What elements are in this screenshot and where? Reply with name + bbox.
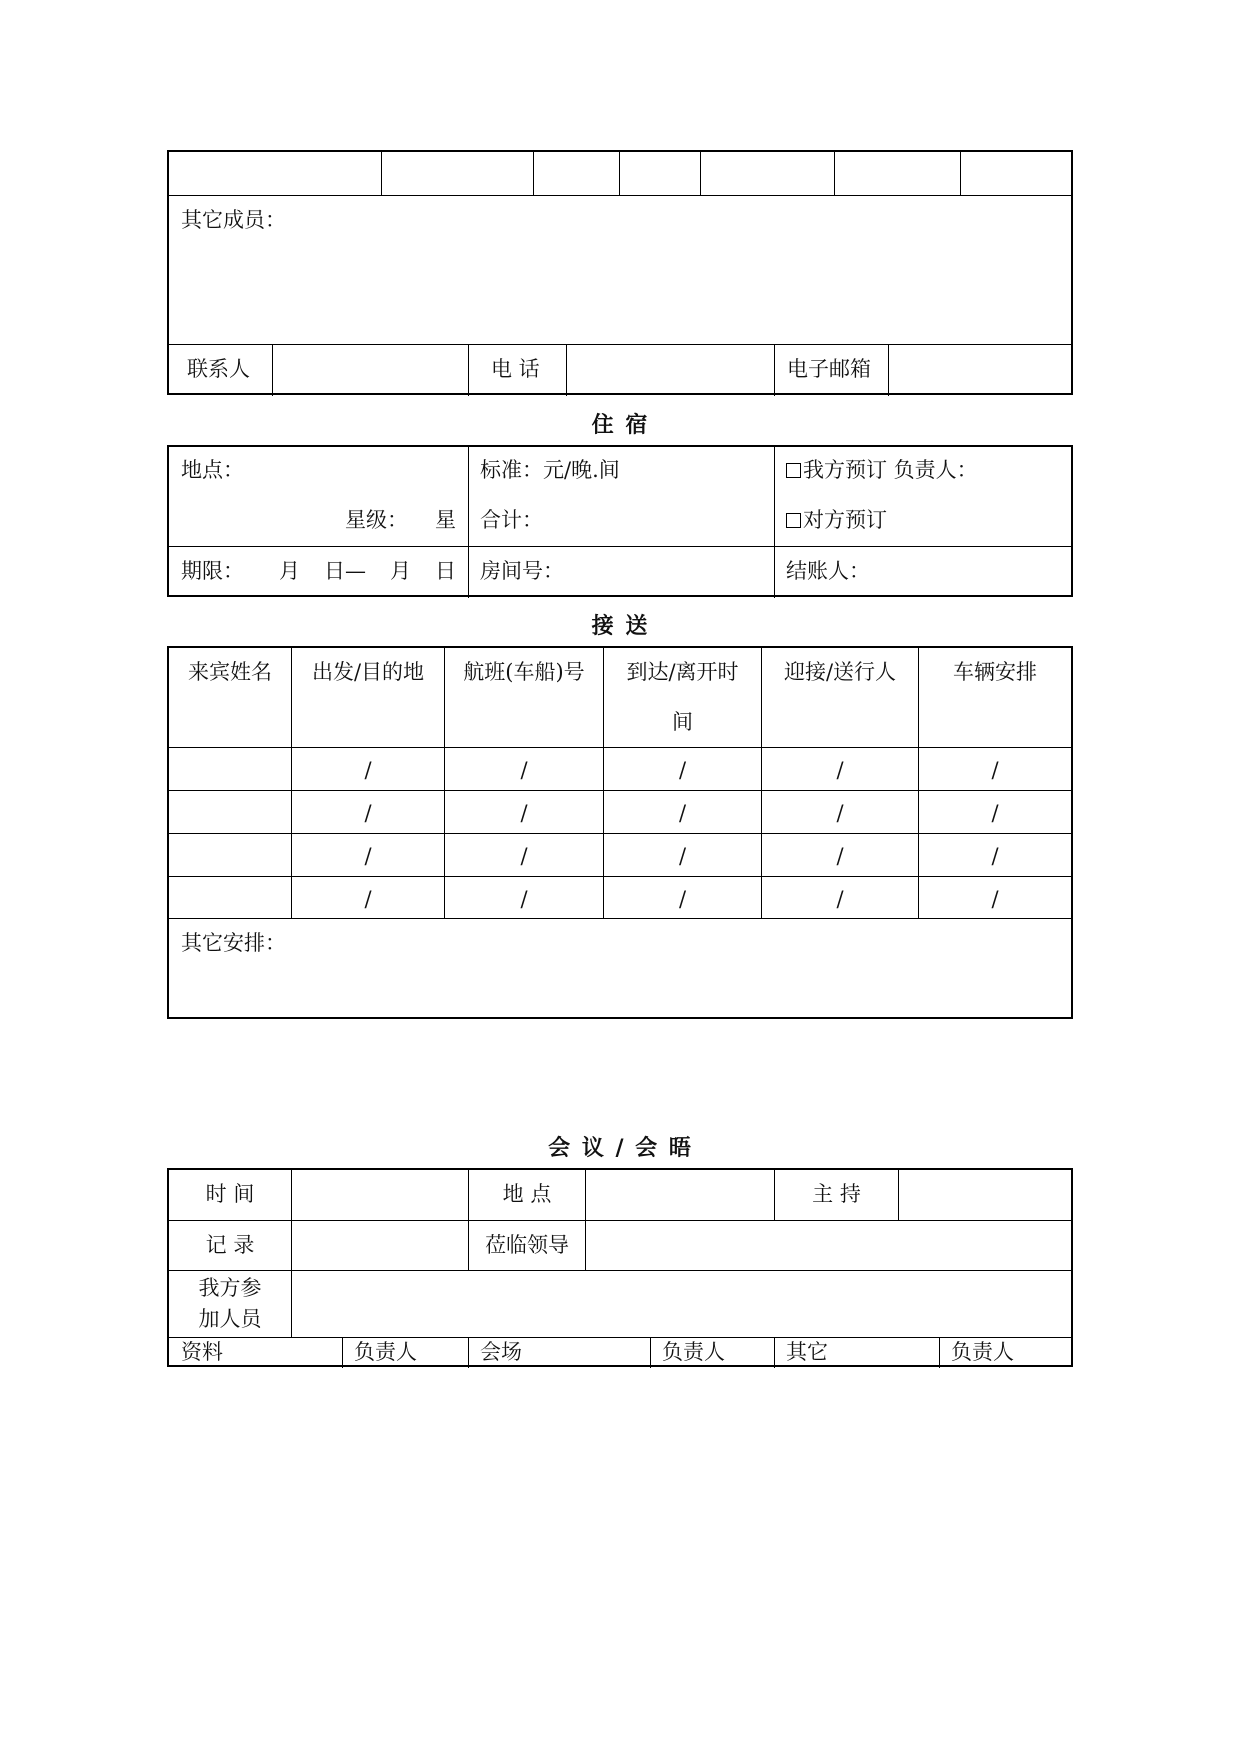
header-arrival-time-line2: 间: [672, 710, 693, 734]
standard-cell[interactable]: [468, 447, 774, 546]
transfer-cell[interactable]: [291, 748, 444, 791]
lodging-table: [167, 445, 1073, 597]
period-day-2: 日: [435, 559, 456, 583]
other-cell[interactable]: [774, 1338, 939, 1368]
our-staff-value-cell[interactable]: [291, 1271, 1071, 1338]
transfer-title: 接 送: [591, 613, 650, 639]
transfer-cell[interactable]: [603, 834, 761, 877]
transfer-cell[interactable]: [761, 877, 918, 919]
our-staff-label-line-1: 我方参: [198, 1276, 262, 1300]
transfer-cell[interactable]: [761, 791, 918, 834]
owner-2-label: 负责人: [662, 1340, 725, 1364]
email-value-cell[interactable]: [888, 345, 1071, 396]
transfer-cell[interactable]: [918, 791, 1071, 834]
transfer-cell[interactable]: [918, 834, 1071, 877]
slash: /: [520, 758, 528, 782]
slash: /: [364, 887, 372, 911]
room-label: 房间号：: [480, 559, 564, 583]
transfer-header-cell: [169, 648, 291, 747]
guest-name-cell[interactable]: [169, 877, 291, 919]
slash: /: [836, 844, 844, 868]
transfer-cell[interactable]: [444, 748, 603, 791]
transfer-cell[interactable]: [291, 877, 444, 919]
transfer-header-cell: [291, 648, 444, 747]
owner-1-label: 负责人: [354, 1340, 417, 1364]
slash: /: [991, 758, 999, 782]
slash: /: [991, 887, 999, 911]
members-cell[interactable]: [169, 152, 381, 195]
header-arrival-time: 到达/离开时: [626, 660, 739, 684]
transfer-cell[interactable]: [291, 834, 444, 877]
lodging-title: 住 宿: [591, 412, 650, 438]
transfer-cell[interactable]: [761, 834, 918, 877]
header-flight-number: 航班(车船)号: [463, 660, 585, 684]
standard-label: 标准：元/晚.间: [480, 458, 620, 482]
leader-label: 莅临领导: [485, 1233, 569, 1257]
their-booking[interactable]: [786, 510, 887, 531]
slash: /: [520, 844, 528, 868]
leader-value-cell[interactable]: [585, 1221, 1071, 1271]
transfer-cell[interactable]: [444, 834, 603, 877]
owner-2-cell[interactable]: [650, 1338, 774, 1368]
their-booking-label: 对方预订: [803, 508, 887, 532]
checkbox-icon[interactable]: [786, 513, 801, 528]
members-cell[interactable]: [700, 152, 834, 195]
members-table: [167, 150, 1073, 395]
members-cell[interactable]: [619, 152, 700, 195]
header-origin-destination: 出发/目的地: [311, 660, 425, 684]
meeting-title: 会 议 / 会 晤: [548, 1135, 693, 1161]
transfer-data-row: [169, 876, 1071, 919]
host-label: 主 持: [812, 1182, 861, 1206]
contact-value-cell[interactable]: [272, 345, 468, 396]
slash: /: [678, 844, 687, 868]
host-value-cell[interactable]: [898, 1170, 1071, 1220]
lodging-row-2: [169, 546, 1071, 598]
period-label: 期限：: [181, 559, 244, 583]
owner-3-label: 负责人: [951, 1340, 1014, 1364]
header-vehicle: 车辆安排: [953, 660, 1037, 684]
contact-label: 联系人: [187, 357, 250, 381]
material-label: 资料: [181, 1340, 223, 1364]
guest-name-cell[interactable]: [169, 791, 291, 834]
our-staff-label-line-2: 加人员: [198, 1307, 262, 1331]
slash: /: [364, 844, 372, 868]
transfer-cell[interactable]: [918, 748, 1071, 791]
phone-label: 电 话: [491, 357, 540, 381]
members-cell[interactable]: [533, 152, 619, 195]
members-cell[interactable]: [381, 152, 533, 195]
transfer-header-cell: [761, 648, 918, 747]
slash: /: [991, 844, 999, 868]
other-arrangements-label: 其它安排：: [181, 931, 286, 955]
members-header-row: [169, 152, 1071, 195]
other-members-row: [169, 195, 1071, 345]
record-value-cell[interactable]: [291, 1221, 468, 1271]
transfer-cell[interactable]: [603, 791, 761, 834]
slash: /: [836, 801, 844, 825]
other-arrangements-row[interactable]: [169, 918, 1071, 1020]
meeting-row-2: [169, 1220, 1071, 1271]
location-label: 地点：: [181, 458, 244, 482]
slash: /: [836, 887, 844, 911]
members-cell[interactable]: [960, 152, 1071, 195]
time-value-cell[interactable]: [291, 1170, 468, 1220]
meeting-row-4: [169, 1337, 1071, 1368]
period-month-2: 月: [390, 559, 411, 583]
meeting-table: [167, 1168, 1073, 1367]
record-label: 记 录: [205, 1233, 255, 1257]
transfer-header-row: [169, 648, 1071, 747]
slash: /: [836, 758, 844, 782]
period-month-1: 月: [279, 559, 300, 583]
host-label-cell: [774, 1170, 898, 1220]
email-label: 电子邮箱: [787, 357, 871, 381]
transfer-data-row: [169, 747, 1071, 791]
checkout-cell[interactable]: [774, 547, 1071, 598]
other-label: 其它: [786, 1340, 828, 1364]
transfer-data-row: [169, 833, 1071, 877]
transfer-cell[interactable]: [918, 877, 1071, 919]
meeting-row-3: [169, 1270, 1071, 1338]
record-label-cell: [169, 1221, 291, 1271]
slash: /: [364, 801, 372, 825]
phone-value-cell[interactable]: [566, 345, 774, 396]
period-cell[interactable]: [169, 547, 468, 598]
guest-name-cell[interactable]: [169, 834, 291, 877]
members-cell[interactable]: [834, 152, 960, 195]
material-cell[interactable]: [169, 1338, 342, 1368]
checkbox-icon[interactable]: [786, 463, 801, 478]
transfer-cell[interactable]: [761, 748, 918, 791]
transfer-table: [167, 646, 1073, 1019]
other-members-label: 其它成员：: [181, 208, 286, 232]
slash: /: [678, 801, 687, 825]
transfer-header-cell: [603, 648, 761, 747]
contact-row: [169, 344, 1071, 396]
our-booking[interactable]: [786, 460, 978, 481]
transfer-cell[interactable]: [603, 877, 761, 919]
slash: /: [678, 758, 687, 782]
header-guest-name: 来宾姓名: [188, 660, 272, 684]
place-value-cell[interactable]: [585, 1170, 774, 1220]
slash: /: [520, 887, 528, 911]
guest-name-cell[interactable]: [169, 748, 291, 791]
our-booking-label: 我方预订 负责人：: [803, 458, 978, 482]
slash: /: [678, 887, 687, 911]
slash: /: [991, 801, 999, 825]
slash: /: [520, 801, 528, 825]
slash: /: [364, 758, 372, 782]
transfer-cell[interactable]: [444, 791, 603, 834]
booking-cell: [774, 447, 1071, 546]
phone-label-cell: [468, 345, 566, 396]
leader-label-cell: [468, 1221, 585, 1271]
owner-1-cell[interactable]: [342, 1338, 468, 1368]
venue-cell[interactable]: [468, 1338, 650, 1368]
star-label: 星级：: [345, 508, 408, 532]
time-label-cell: [169, 1170, 291, 1220]
period-day-1: 日—: [324, 559, 366, 583]
star-unit: 星: [435, 508, 456, 532]
contact-label-cell: [169, 345, 272, 396]
location-cell[interactable]: [169, 447, 468, 546]
place-label: 地 点: [502, 1182, 552, 1206]
transfer-data-row: [169, 790, 1071, 834]
transfer-header-cell: [918, 648, 1071, 747]
checkout-label: 结账人：: [786, 559, 870, 583]
total-label: 合计：: [480, 508, 543, 532]
transfer-header-cell: [444, 648, 603, 747]
our-staff-label-cell: [169, 1271, 291, 1338]
email-label-cell: [774, 345, 888, 396]
venue-label: 会场: [480, 1340, 522, 1364]
lodging-row-1: [169, 447, 1071, 546]
header-greeter: 迎接/送行人: [783, 660, 897, 684]
time-label: 时 间: [205, 1182, 255, 1206]
transfer-cell[interactable]: [291, 791, 444, 834]
room-cell[interactable]: [468, 547, 774, 598]
meeting-row-1: [169, 1170, 1071, 1220]
place-label-cell: [468, 1170, 585, 1220]
owner-3-cell[interactable]: [939, 1338, 1071, 1368]
transfer-cell[interactable]: [603, 748, 761, 791]
transfer-cell[interactable]: [444, 877, 603, 919]
